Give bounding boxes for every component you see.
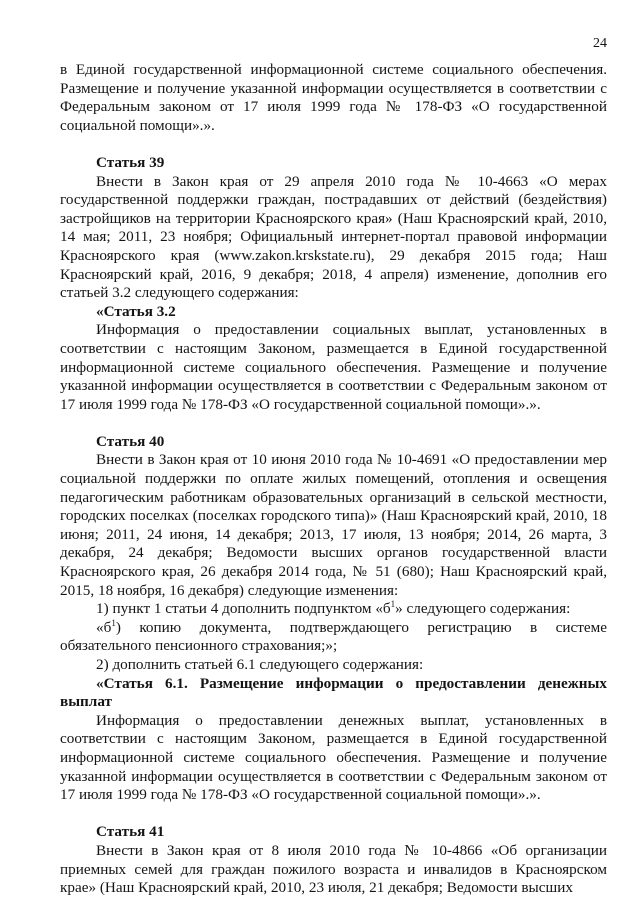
- article-39-heading: Статья 39: [96, 153, 165, 171]
- article-40-body: Внести в Закон края от 10 июня 2010 года № 10-4691 «О предоставлении мер социальной поддержки по оплате жилых помещений, отопления и освещения педагогическим работникам образовательных организаций в сельской местности, городских поселках (поселках городского типа)» (Наш Красноярский край, 2010, 18 июня; 2011, 24 июня, 14 декабря; 2013, 17 июля, 13 ноября; 2014, 26 марта, 3 декабря, 24 декабря; Ведомости высших органов государственной власти Красноярского края, 26 декабря 2014 года, № 51 (680); Наш Красноярский край, 2015, 18 ноября, 16 декабря) следующие изменения:: [60, 451, 607, 599]
- intro-paragraph: в Единой государственной информационной системе социального обеспечения. Размещение и получение указанной информации осуществляется в соответствии с Федеральным законом от 17 июля 1999 года № 178-ФЗ «О государственной социальной помощи».».: [60, 61, 607, 134]
- document-body: [60, 61, 607, 898]
- article-39-subtext: Информация о предоставлении социальных выплат, установленных в соответствии с настоящим Законом, размещается в Единой государственной информационной системе социального обеспечения. Размещение и получение указанной информации осуществляется в соответствии с Федеральным законом от 17 июля 1999 года № 178-ФЗ «О государственной социальной помощи».».: [60, 321, 607, 413]
- article-40-heading: Статья 40: [96, 432, 165, 450]
- article-40-item-1: 1) пункт 1 статьи 4 дополнить подпунктом «$б^1$» следующего содержания:: [96, 599, 571, 618]
- article-40-item-2: 2) дополнить статьей 6.1 следующего содержания:: [96, 656, 424, 673]
- page-number: 24: [593, 36, 607, 51]
- article-40-subheading: «Статья 6.1. Размещение информации о предоставлении денежных выплат: [60, 674, 607, 711]
- article-40-item-1-text: «$б^1$) копию документа, подтверждающего регистрацию в системе обязательного пенсионного страхования;»;: [60, 617, 607, 655]
- article-39-body: Внести в Закон края от 29 апреля 2010 года № 10-4663 «О мерах государственной поддержки граждан, пострадавших от действий (бездействия) застройщиков на территории Красноярского края» (Наш Красноярский край, 2010, 14 мая; 2011, 23 ноября; Официальный интернет-портал правовой информации Красноярского края (www.zakon.krskstate.ru), 29 декабря 2015 года; Наш Красноярский край, 2016, 9 декабря; 2018, 4 апреля) изменение, дополнив его статьей 3.2 следующего содержания:: [60, 172, 607, 302]
- article-40-subtext: Информация о предоставлении денежных выплат, установленных в соответствии с настоящим Законом, размещается в Единой государственной информационной системе социального обеспечения. Размещение и получение указанной информации осуществляется в соответствии с Федеральным законом от 17 июля 1999 года № 178-ФЗ «О государственной социальной помощи».».: [60, 711, 607, 804]
- article-41-heading: Статья 41: [96, 823, 165, 841]
- article-39-subheading: «Статья 3.2: [96, 302, 176, 320]
- article-41-body: Внести в Закон края от 8 июля 2010 года № 10-4866 «Об организации приемных семей для граждан пожилого возраста и инвалидов в Красноярском крае» (Наш Красноярский край, 2010, 23 июля, 21 декабря; Ведомости высших: [60, 841, 607, 897]
